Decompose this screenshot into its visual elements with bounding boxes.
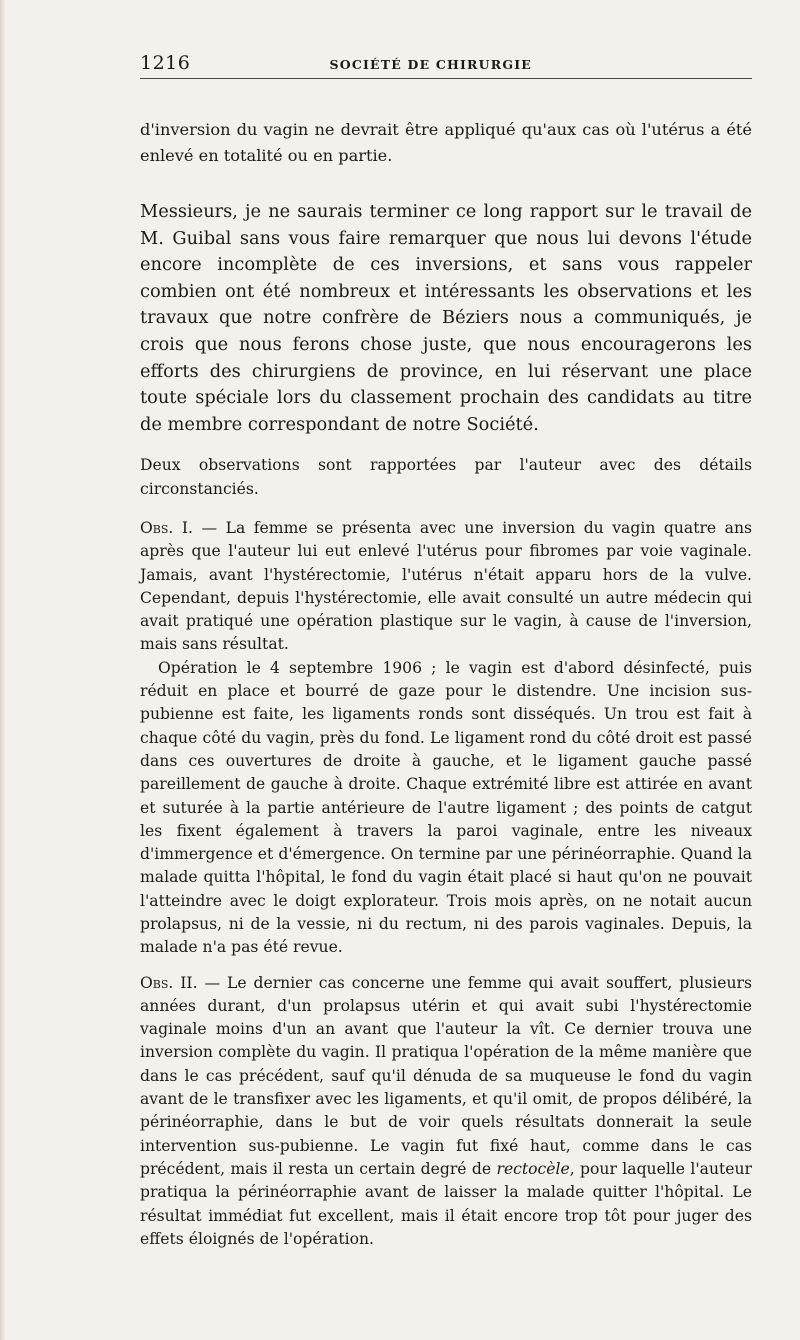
observation-2-text-b: , pour laquelle l'auteur pratiqua la périnéorraphie avant de laisser la malade quitter l'hôpital. Le résultat immédiat fut excellent, mais il était encore trop tôt pour juger des effets éloignés de l'opération. — [140, 1159, 752, 1248]
operation-paragraph: Opération le 4 septembre 1906 ; le vagin est d'abord désinfecté, puis réduit en place et bourré de gaze pour le distendre. Une incision sus-pubienne est faite, les ligaments ronds sont disséqués. Un trou est fait à chaque côté du vagin, près du fond. Le ligament rond du côté droit est passé dans ces ouvertures de droite à gauche, et le ligament gauche passé pareillement de gauche à droite. Chaque extrémité libre est attirée en avant et suturée à la partie antérieure de l'autre ligament ; des points de catgut les fixent également à travers la paroi vaginale, entre les niveaux d'immergence et d'émergence. On termine par une périnéorraphie. Quand la malade quitta l'hôpital, le fond du vagin était placé si haut qu'on ne pouvait l'atteindre avec le doigt explorateur. Trois mois après, on ne notait aucun prolapsus, ni de la vessie, ni du rectum, ni des parois vaginales. Depuis, la malade n'a pas été revue. — [140, 658, 752, 957]
observation-1-label: Obs. I. — [140, 518, 193, 537]
observation-2-paragraph — [140, 972, 752, 1252]
observation-2-text-a: — Le dernier cas concerne une femme qui avait souffert, plusieurs années durant, d'un prolapsus utérin et qui avait subi l'hystérectomie vaginale moins d'un an avant que l'auteur la vît. Ce dernier trouva une inversion complète du vagin. Il pratiqua l'opération de la même manière que dans le cas précédent, sauf qu'il dénuda de sa muqueuse le fond du vagin avant de le transfixer avec les ligaments, et qu'il omit, de propos délibéré, la périnéorraphie, dans le but de voir quels résultats donnerait la seule intervention sus-pubienne. Le vagin fut fixé haut, comme dans le cas précédent, mais il resta un certain degré de — [140, 973, 753, 1178]
page-number: 1216 — [140, 52, 191, 74]
body-text — [140, 117, 752, 1251]
observation-1-paragraph — [140, 517, 752, 657]
observation-2-label: Obs. II. — [140, 973, 198, 992]
observations-intro-paragraph: Deux observations sont rapportées par l'auteur avec des détails circonstanciés. — [140, 456, 752, 498]
observation-2-italic-term: rectocèle — [496, 1159, 570, 1178]
continuation-paragraph: d'inversion du vagin ne devrait être appliqué qu'aux cas où l'utérus a été enlevé en totalité ou en partie. — [140, 120, 752, 165]
page-gutter-edge — [0, 0, 6, 1340]
observation-1-text: — La femme se présenta avec une inversion du vagin quatre ans après que l'auteur lui eut enlevé l'utérus pour fibromes par voie vaginale. Jamais, avant l'hystérectomie, l'utérus n'était apparu hors de la vulve. Cependant, depuis l'hystérectomie, elle avait consulté un autre médecin qui avait pratiqué une opération plastique sur le vagin, à cause de l'inversion, mais sans résultat. — [140, 518, 752, 654]
conclusion-paragraph: Messieurs, je ne saurais terminer ce long rapport sur le travail de M. Guibal sans vous faire remarquer que nous lui devons l'étude encore incomplète de ces inversions, et sans vous rappeler combien ont été nombreux et intéressants les observations et les travaux que notre confrère de Béziers nous a communiqués, je crois que nous ferons chose juste, que nous encouragerons les efforts des chirurgiens de province, en lui réservant une place toute spéciale lors du classement prochain des candidats au titre de membre correspondant de notre Société. — [140, 201, 752, 435]
page-header — [140, 52, 752, 79]
running-head: SOCIÉTÉ DE CHIRURGIE — [329, 57, 532, 72]
